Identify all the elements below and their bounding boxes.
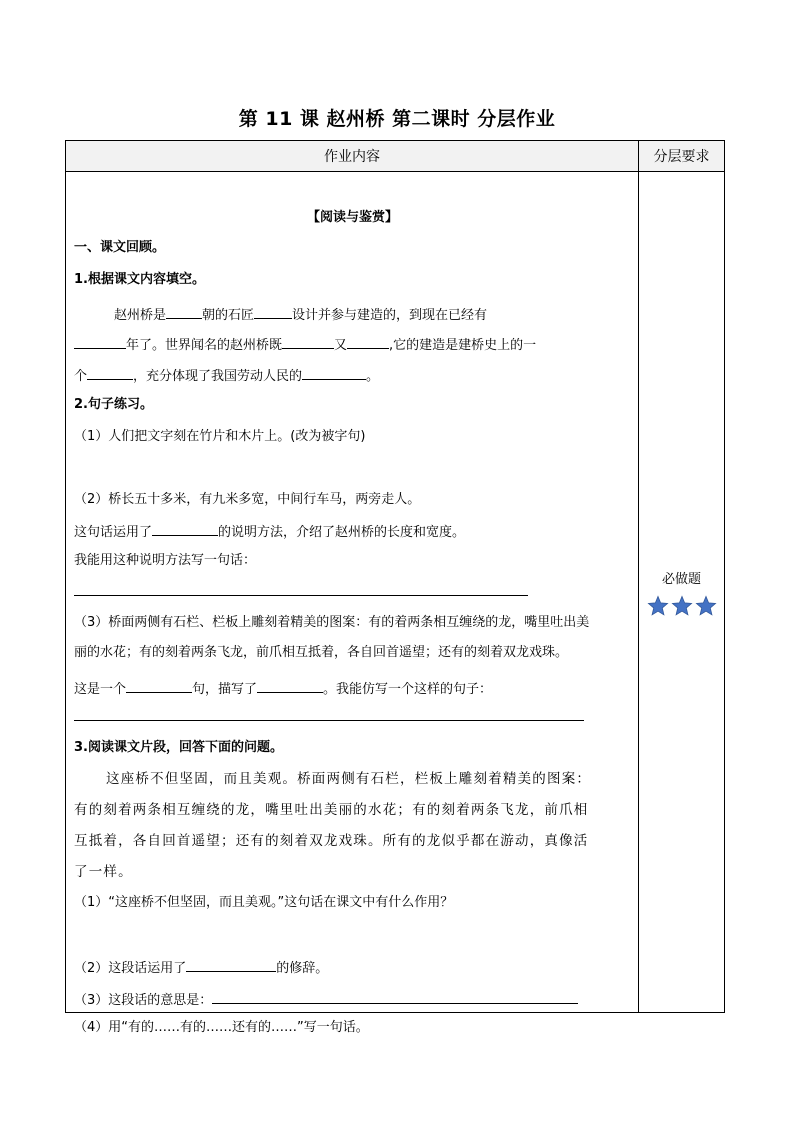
part3-heading: 3.阅读课文片段，回答下面的问题。 [74, 740, 283, 755]
section-title: 【阅读与鉴赏】 [306, 210, 398, 225]
answer-line[interactable] [74, 720, 584, 721]
part2-heading: 2.句子练习。 [74, 397, 153, 412]
s2-question-2: 我能用这种说明方法写一句话： [74, 553, 257, 568]
blank-mason[interactable] [254, 305, 292, 319]
content-cell [66, 172, 639, 1035]
table-header-row [66, 141, 725, 172]
blank-feature2[interactable] [347, 335, 389, 349]
header-content: 作业内容 [66, 141, 639, 172]
part3-q4: （4）用“有的……有的……还有的……”写一句话。 [74, 1020, 369, 1035]
part3-q2: （2）这段话运用了 的修辞。 [74, 958, 328, 977]
blank-talent[interactable] [302, 366, 366, 380]
part3-q3: （3）这段话的意思是： [74, 990, 578, 1009]
sentence-2: （2）桥长五十多米，有九米多宽，中间行车马，两旁走人。 [74, 492, 421, 507]
answer-line[interactable] [74, 595, 528, 596]
sentence-3-line1: （3）桥面两侧有石栏、栏板上雕刻着精美的图案：有的着两条相互缠绕的龙，嘴里吐出美 [74, 615, 590, 630]
header-requirement: 分层要求 [639, 141, 725, 172]
q1-line3: 个 ，充分体现了我国劳动人民的 。 [74, 366, 379, 385]
blank-rhetoric[interactable] [186, 958, 276, 972]
passage-line: 了一样。 [74, 864, 133, 880]
blank-dynasty[interactable] [166, 305, 202, 319]
homework-table [65, 140, 725, 1035]
star-icon [647, 595, 669, 617]
blank-method[interactable] [152, 522, 218, 536]
blank-feature1[interactable] [282, 335, 334, 349]
star-icon [671, 595, 693, 617]
s2-question: 这句话运用了 的说明方法，介绍了赵州桥的长度和宽度。 [74, 522, 465, 541]
star-rating [639, 595, 724, 617]
blank-creation[interactable] [87, 366, 133, 380]
s3-question: 这是一个 句，描写了 。我能仿写一个这样的句子： [74, 679, 492, 698]
q1-line2: 年了。世界闻名的赵州桥既 又 ,它的建造是建桥史上的一 [74, 335, 536, 354]
requirement-cell [639, 172, 725, 1013]
blank-description[interactable] [257, 679, 323, 693]
part3-q1: （1）“这座桥不但坚固，而且美观。”这句话在课文中有什么作用？ [74, 895, 454, 910]
part1-heading: 一、课文回顾。 [74, 240, 166, 255]
passage-line: 互抵着，各自回首遥望；还有的刻着双龙戏珠。所有的龙似乎都在游动，真像活 [74, 833, 589, 849]
sentence-1: （1）人们把文字刻在竹片和木片上。(改为被字句) [74, 429, 366, 444]
table-row [66, 172, 725, 1013]
blank-years[interactable] [74, 335, 126, 349]
star-icon [695, 595, 717, 617]
requirement-label: 必做题 [661, 571, 701, 587]
blank-sentence-type[interactable] [126, 679, 192, 693]
passage-line: 有的刻着两条相互缠绕的龙，嘴里吐出美丽的水花；有的刻着两条飞龙，前爪相 [74, 802, 589, 818]
sentence-3-line2: 丽的水花；有的刻着两条飞龙，前爪相互抵着，各自回首遥望；还有的刻着双龙戏珠。 [74, 645, 569, 660]
q1-line1: 赵州桥是 朝的石匠 设计并参与建造的，到现在已经有 [114, 305, 487, 324]
passage-line: 这座桥不但坚固，而且美观。桥面两侧有石栏，栏板上雕刻着精美的图案： [106, 771, 592, 787]
blank-meaning[interactable] [212, 990, 578, 1004]
q1-heading: 1.根据课文内容填空。 [74, 272, 205, 287]
page-title: 第 11 课 赵州桥 第二课时 分层作业 [238, 108, 556, 130]
